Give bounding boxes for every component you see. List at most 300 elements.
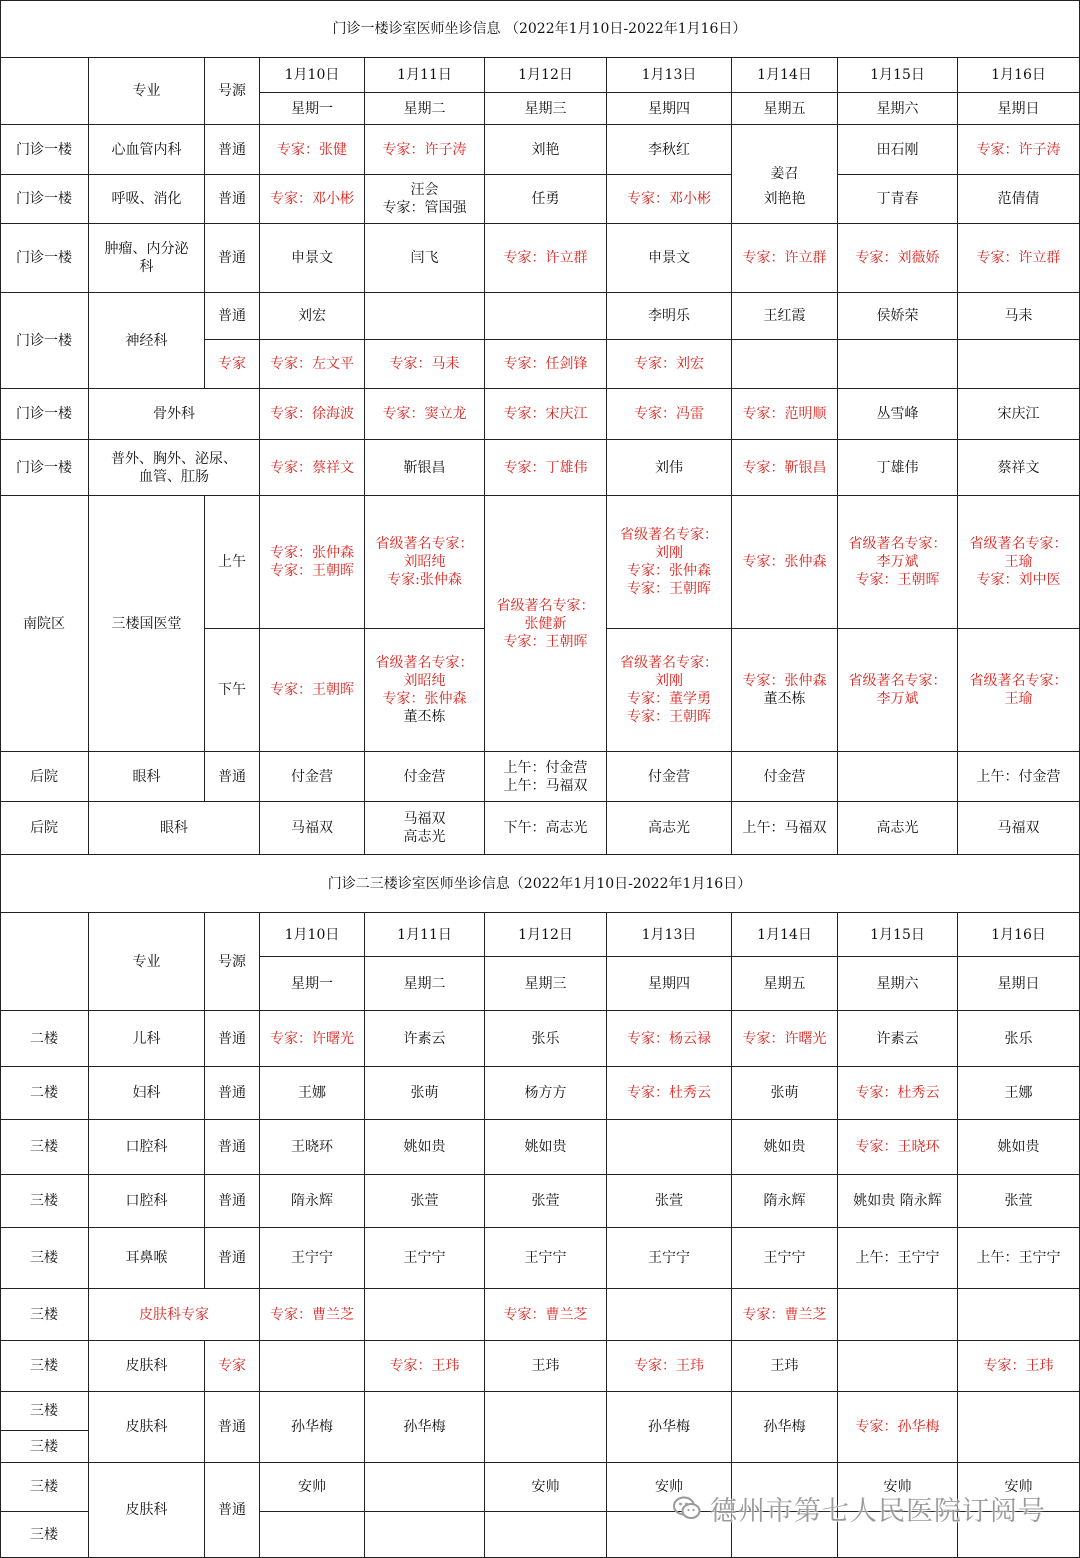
s2-cell [485, 1341, 607, 1392]
s1-cell [838, 340, 958, 389]
s2-cell [0, 1512, 89, 1558]
s1-cell [607, 224, 732, 293]
s1-cell-text: 专家：蔡祥文 [270, 459, 354, 476]
s1-cell-text: 普外、胸外、泌尿、 血管、肛肠 [111, 450, 237, 485]
s1-cell [732, 752, 838, 802]
s2-date-1 [365, 913, 485, 957]
s1-cell-text: 付金营 [403, 768, 446, 785]
s2-cell [958, 1011, 1080, 1067]
s1-cell-text: 省级著名专家： 李万斌 [848, 673, 947, 707]
s2-weekday-2 [485, 957, 607, 1011]
s2-cell [365, 1341, 485, 1392]
s1-cell-text: 南院区 [23, 615, 65, 632]
s2-cell [89, 1011, 205, 1067]
s1-weekday-1-text: 星期二 [403, 100, 446, 117]
s1-cell [607, 125, 732, 175]
s2-cell [89, 1289, 260, 1341]
s1-cell [958, 175, 1080, 224]
s1-cell-text: 专家：张仲森 [742, 673, 827, 689]
s1-cell-text: 王红霞 [763, 308, 806, 324]
s1-cell [732, 389, 838, 440]
s2-cell [958, 1175, 1080, 1228]
s2-weekday-0 [260, 957, 365, 1011]
s1-cell-text: 专家：窦立龙 [382, 406, 467, 422]
s2-cell-text: 儿科 [132, 1030, 161, 1047]
s2-cell-text: 王宁宁 [524, 1250, 567, 1266]
s1-cell-text: 上午 [218, 554, 246, 570]
s1-cell-text: 专家：邓小彬 [270, 191, 354, 207]
s2-cell [0, 1392, 89, 1431]
s2-cell [0, 1289, 89, 1341]
s1-cell [260, 125, 365, 175]
s2-cell [838, 1228, 958, 1289]
s2-cell-text: 姚如贵 隋永辉 [853, 1193, 942, 1209]
s1-cell [958, 440, 1080, 496]
s2-cell [607, 1341, 732, 1392]
s2-cell [607, 1067, 732, 1120]
s2-cell-text: 专家：王玮 [634, 1358, 704, 1374]
s2-cell [958, 1067, 1080, 1120]
s1-cell-text: 侯娇荣 [876, 308, 919, 324]
s1-cell-text: 专家：许立群 [503, 250, 588, 266]
s1-cell [485, 802, 607, 855]
s1-cell-text: 门诊一楼 [16, 191, 72, 207]
s1-cell-text: 蔡祥文 [997, 459, 1040, 476]
s1-cell [485, 389, 607, 440]
s2-cell [607, 1228, 732, 1289]
s2-cell [958, 1228, 1080, 1289]
s1-cell [260, 802, 365, 855]
s1-cell [607, 340, 732, 389]
s1-cell-text: 宋庆江 [997, 406, 1040, 422]
s1-cell [365, 752, 485, 802]
s2-specialty-header-text: 专业 [132, 953, 161, 970]
s2-weekday-1-text: 星期二 [403, 975, 446, 992]
s1-cell [260, 440, 365, 496]
s1-cell-text: 专家：宋庆江 [503, 406, 588, 422]
s1-cell [205, 496, 260, 629]
s2-cell-text: 专家：杜秀云 [855, 1085, 940, 1101]
s1-cell-text: 门诊一楼 [16, 141, 72, 158]
s2-cell [260, 1228, 365, 1289]
s1-date-6 [958, 58, 1080, 93]
s2-cell [607, 1175, 732, 1228]
s1-cell-text: 马福双 [997, 820, 1040, 836]
s2-cell-text: 王娜 [298, 1085, 326, 1101]
s2-cell-text: 专家：王玮 [389, 1358, 460, 1374]
s2-cell-text: 张萱 [655, 1193, 683, 1209]
watermark-text: 德州市第七人民医院订阅号 [710, 1495, 1046, 1527]
s1-cell [732, 175, 838, 224]
s1-cell-text: 门诊一楼 [16, 332, 72, 349]
s2-weekday-0-text: 星期一 [291, 975, 333, 992]
s2-cell-text: 三楼 [30, 1306, 58, 1323]
s1-cell [205, 340, 260, 389]
s1-cell-text: 专家：刘薇娇 [855, 250, 940, 266]
s2-cell-text: 安帅 [298, 1479, 326, 1495]
s1-cell-text: 专家：丁雄伟 [503, 459, 588, 476]
s2-cell [732, 1289, 838, 1341]
s2-cell-text: 孙华梅 [291, 1419, 333, 1435]
s2-cell [205, 1341, 260, 1392]
s2-cell-text: 口腔科 [125, 1193, 168, 1209]
s1-cell-text: 眼科 [160, 820, 188, 836]
s2-cell [89, 1175, 205, 1228]
s1-cell-text: 申景文 [648, 250, 690, 266]
s1-cell-text: 后院 [30, 820, 58, 836]
s2-cell-text: 安帅 [531, 1479, 560, 1495]
s2-cell-text: 二楼 [30, 1030, 58, 1047]
s1-cell [958, 293, 1080, 340]
s1-cell-text: 专家：王朝晖 [270, 682, 354, 698]
s1-cell-text: 专家：范明顺 [742, 406, 827, 422]
s2-cell-text: 专家：孙华梅 [855, 1419, 940, 1435]
s1-cell [0, 224, 89, 293]
s1-cell-text: 省级著名专家： 李万斌 专家：王朝晖 [848, 536, 947, 588]
s1-cell-text: 刘宏 [298, 308, 326, 324]
s2-cell [838, 1392, 958, 1463]
s1-cell [607, 496, 732, 629]
s2-weekday-5 [838, 957, 958, 1011]
s1-cell-text: 付金营 [763, 768, 806, 785]
s2-date-0 [260, 913, 365, 957]
s1-cell-text: 心血管内科 [111, 141, 182, 158]
s2-cell [205, 1120, 260, 1175]
s2-cell [838, 1011, 958, 1067]
s1-cell-text: 普通 [218, 141, 246, 158]
s1-cell [365, 496, 485, 629]
s1-cell-text: 汪会 [410, 182, 439, 198]
s2-cell-text: 三楼 [30, 1479, 58, 1495]
s2-cell [485, 1512, 607, 1558]
s1-cell-text: 省级著名专家： 刘昭纯 专家:张仲森 [375, 536, 474, 588]
s1-date-2 [485, 58, 607, 93]
s2-weekday-3-text: 星期四 [648, 975, 690, 992]
s2-cell-text: 姚如贵 [997, 1139, 1040, 1155]
s1-cell [260, 752, 365, 802]
s1-cell-text: 专家：冯雷 [634, 406, 704, 422]
s1-cell [958, 629, 1080, 752]
s2-cell-text: 普通 [218, 1139, 246, 1155]
s1-cell-text: 付金营 [648, 768, 690, 785]
s1-cell-text: 申景文 [291, 250, 333, 266]
s1-cell [89, 175, 205, 224]
s2-cell [732, 1228, 838, 1289]
s2-cell [485, 1289, 607, 1341]
s1-cell-text: 专家：左文平 [270, 356, 354, 372]
s1-cell [0, 175, 89, 224]
s2-cell-text: 孙华梅 [648, 1419, 690, 1435]
s2-cell-text: 专家：许曙光 [742, 1030, 827, 1047]
s1-cell [958, 125, 1080, 175]
s1-weekday-4-text: 星期五 [763, 100, 806, 117]
s1-cell-text: 专家：马耒 [389, 356, 460, 372]
s2-cell [0, 1341, 89, 1392]
s1-cell [0, 293, 89, 389]
s1-cell [89, 496, 205, 752]
s2-source-header-text: 号源 [218, 953, 246, 970]
s2-cell-text: 三楼 [30, 1403, 58, 1419]
s1-cell [485, 752, 607, 802]
s1-cell [260, 629, 365, 752]
s2-cell-text: 杨方方 [524, 1085, 567, 1101]
s1-date-1 [365, 58, 485, 93]
s2-cell [365, 1120, 485, 1175]
s2-cell [205, 1175, 260, 1228]
s1-cell-text: 马福双 [291, 820, 333, 836]
s2-cell [485, 1463, 607, 1512]
s2-cell [732, 1392, 838, 1463]
s2-date-0-text: 1月10日 [284, 926, 340, 943]
s2-cell-text: 许素云 [403, 1030, 446, 1047]
section2-title: 门诊二三楼诊室医师坐诊信息（2022年1月10日-2022年1月16日） [0, 855, 1080, 913]
s2-cell [365, 1175, 485, 1228]
s2-cell [0, 1120, 89, 1175]
s1-specialty-header [89, 58, 205, 125]
s1-cell-text: 神经科 [125, 332, 168, 349]
s2-cell [0, 1011, 89, 1067]
s2-date-2-text: 1月12日 [518, 926, 573, 943]
s2-cell [89, 1067, 205, 1120]
s2-cell [365, 1011, 485, 1067]
s1-cell-text: 普通 [218, 768, 246, 785]
s1-cell [89, 802, 260, 855]
s1-cell [485, 175, 607, 224]
s2-cell-text: 孙华梅 [763, 1419, 806, 1435]
s2-date-3 [607, 913, 732, 957]
s2-cell [89, 1392, 205, 1463]
s1-cell [732, 440, 838, 496]
s2-date-2 [485, 913, 607, 957]
s2-cell [89, 1463, 205, 1558]
s1-cell [0, 752, 89, 802]
watermark [672, 1486, 1046, 1530]
s1-specialty-header-text: 专业 [132, 83, 161, 99]
s2-weekday-6 [958, 957, 1080, 1011]
s2-cell-text: 耳鼻喉 [125, 1250, 168, 1266]
s2-cell [838, 1341, 958, 1392]
s1-cell-text: 专家：许立群 [976, 250, 1061, 266]
s1-cell [838, 293, 958, 340]
s2-cell [607, 1120, 732, 1175]
s1-cell [607, 175, 732, 224]
s2-cell-text: 三楼 [30, 1526, 58, 1543]
s1-cell [260, 293, 365, 340]
s1-cell-text: 李明乐 [648, 308, 690, 324]
s2-cell-text: 专家 [218, 1358, 246, 1374]
s1-cell-text: 丛雪峰 [876, 406, 919, 422]
s2-cell-text: 姚如贵 [524, 1139, 567, 1155]
s1-cell-text: 刘伟 [655, 459, 683, 476]
s2-cell [607, 1392, 732, 1463]
s2-cell [958, 1392, 1080, 1463]
s1-date-0 [260, 58, 365, 93]
s1-cell-text: 省级著名专家： 张健新 专家：王朝晖 [496, 597, 595, 650]
s2-cell-text: 王晓环 [291, 1139, 333, 1155]
s1-cell [365, 389, 485, 440]
s2-date-5 [838, 913, 958, 957]
s1-cell-text: 专家：许子涛 [976, 141, 1061, 158]
s1-cell-text: 专家：刘宏 [634, 356, 704, 372]
s2-cell [260, 1463, 365, 1512]
s2-cell-text: 普通 [218, 1419, 246, 1435]
s1-cell-text: 专家：任剑锋 [503, 356, 588, 372]
s2-cell [732, 1011, 838, 1067]
s1-cell-text: 下午 [218, 682, 246, 698]
s1-cell-text: 丁雄伟 [876, 459, 919, 476]
s2-specialty-header [89, 913, 205, 1011]
s2-weekday-2-text: 星期三 [524, 975, 567, 992]
s2-weekday-6-text: 星期日 [997, 975, 1040, 992]
s1-weekday-0-text: 星期一 [291, 100, 333, 117]
s1-cell-text: 专家：邓小彬 [627, 191, 711, 207]
s1-cell [89, 752, 205, 802]
s2-cell [89, 1120, 205, 1175]
s2-cell-text: 专家：许曙光 [270, 1030, 354, 1047]
s1-cell [485, 340, 607, 389]
s2-cell [0, 1431, 89, 1463]
s2-cell [205, 1228, 260, 1289]
s2-date-5-text: 1月15日 [870, 926, 925, 943]
s2-cell [260, 1392, 365, 1463]
s2-cell-text: 专家：曹兰芝 [270, 1306, 354, 1323]
s2-cell [260, 1341, 365, 1392]
s2-cell-text: 普通 [218, 1030, 246, 1047]
s1-cell [607, 293, 732, 340]
s1-cell [732, 629, 838, 752]
s1-cell-text: 田石刚 [876, 141, 919, 158]
s2-cell-text: 普通 [218, 1193, 246, 1209]
s1-date-6-text: 1月16日 [991, 67, 1046, 83]
s1-cell-text: 上午：付金营 上午：马福双 [503, 759, 588, 794]
s2-cell-text: 普通 [218, 1250, 246, 1266]
s1-cell [89, 440, 260, 496]
s1-cell [205, 175, 260, 224]
s1-weekday-2 [485, 93, 607, 125]
s2-cell-text: 张萱 [1004, 1193, 1033, 1209]
s2-cell [365, 1289, 485, 1341]
s2-cell [838, 1067, 958, 1120]
s2-cell-text: 孙华梅 [403, 1419, 446, 1435]
s1-cell [365, 340, 485, 389]
s1-cell-text: 刘艳 [531, 141, 560, 158]
wechat-icon [672, 1493, 702, 1523]
s2-cell-text: 专家：王玮 [983, 1358, 1054, 1374]
s2-cell [0, 1463, 89, 1512]
s1-date-3 [607, 58, 732, 93]
s1-cell-text: 高志光 [648, 820, 690, 836]
s2-cell-text: 三楼 [30, 1193, 58, 1209]
s2-cell [485, 1175, 607, 1228]
s1-cell [607, 629, 732, 752]
s2-cell [0, 1175, 89, 1228]
s1-cell [958, 752, 1080, 802]
s2-cell-text: 普通 [218, 1085, 246, 1101]
s2-cell-text: 隋永辉 [763, 1193, 806, 1209]
s2-cell-text: 隋永辉 [291, 1193, 333, 1209]
s2-cell [205, 1463, 260, 1558]
s2-cell-text: 三楼 [30, 1139, 58, 1155]
s2-date-6 [958, 913, 1080, 957]
s1-cell [365, 175, 485, 224]
s1-cell [0, 496, 89, 752]
s2-cell [260, 1120, 365, 1175]
s2-cell-text: 张萱 [410, 1193, 439, 1209]
s2-source-header [205, 913, 260, 1011]
s1-cell-text: 眼科 [132, 768, 161, 785]
s2-cell [260, 1175, 365, 1228]
s1-cell [607, 752, 732, 802]
s1-cell-text: 省级著名专家： 刘刚 专家：董学勇 专家：王朝晖 [620, 655, 718, 725]
s1-corner [0, 58, 89, 125]
s1-cell [485, 125, 607, 175]
s2-cell-text: 王娜 [1004, 1085, 1033, 1101]
s1-weekday-2-text: 星期三 [524, 100, 567, 117]
s2-cell [260, 1011, 365, 1067]
s1-cell-text: 骨外科 [153, 406, 195, 422]
s2-weekday-4 [732, 957, 838, 1011]
s2-cell-text: 皮肤科专家 [139, 1306, 209, 1323]
s2-cell [485, 1392, 607, 1463]
s1-cell-text: 上午：付金营 [976, 768, 1061, 785]
s2-cell-text: 王宁宁 [648, 1250, 690, 1266]
s1-cell-text: 专家：张仲森 [742, 554, 827, 570]
s1-cell-text: 任勇 [531, 191, 560, 207]
s1-cell [0, 389, 89, 440]
s1-cell-text: 后院 [30, 768, 58, 785]
s1-cell [485, 496, 607, 752]
s2-cell [485, 1228, 607, 1289]
s1-cell [732, 802, 838, 855]
s1-cell-text: 丁青春 [876, 191, 919, 207]
s1-cell-text: 姜召 [770, 166, 799, 182]
s2-date-4-text: 1月14日 [757, 926, 812, 943]
s2-cell [205, 1392, 260, 1463]
s1-weekday-5-text: 星期六 [876, 100, 919, 117]
s2-cell [0, 1067, 89, 1120]
s1-cell-text: 马福双 高志光 [403, 811, 446, 845]
s1-cell-text: 专家 [218, 356, 246, 372]
s2-cell-text: 上午：王宁宁 [976, 1250, 1061, 1266]
s1-cell-text: 呼吸、消化 [111, 191, 182, 207]
s1-cell-text: 专家：张健 [277, 141, 347, 158]
s1-cell [607, 389, 732, 440]
s1-cell [260, 389, 365, 440]
s1-cell [485, 224, 607, 293]
s2-cell [205, 1067, 260, 1120]
s2-cell-text: 口腔科 [125, 1139, 168, 1155]
s1-cell [205, 125, 260, 175]
s1-weekday-0 [260, 93, 365, 125]
s1-cell [260, 224, 365, 293]
s1-cell-text: 专家：张仲森 专家：王朝晖 [270, 545, 354, 579]
s2-weekday-1 [365, 957, 485, 1011]
s1-cell-text: 高志光 [876, 820, 919, 836]
s1-cell [89, 293, 205, 389]
s2-date-1-text: 1月11日 [397, 926, 452, 943]
s1-cell-text: 专家：许子涛 [382, 141, 467, 158]
s1-source-header-text: 号源 [218, 83, 246, 99]
s2-cell [838, 1289, 958, 1341]
s1-cell [365, 293, 485, 340]
s1-date-5 [838, 58, 958, 93]
s2-cell-text: 王宁宁 [763, 1250, 806, 1266]
s2-cell-text: 专家：曹兰芝 [742, 1306, 827, 1323]
s1-cell [732, 224, 838, 293]
s1-cell-text: 刘艳艳 [763, 191, 806, 207]
s1-cell [485, 293, 607, 340]
s2-cell-text: 三楼 [30, 1438, 58, 1455]
